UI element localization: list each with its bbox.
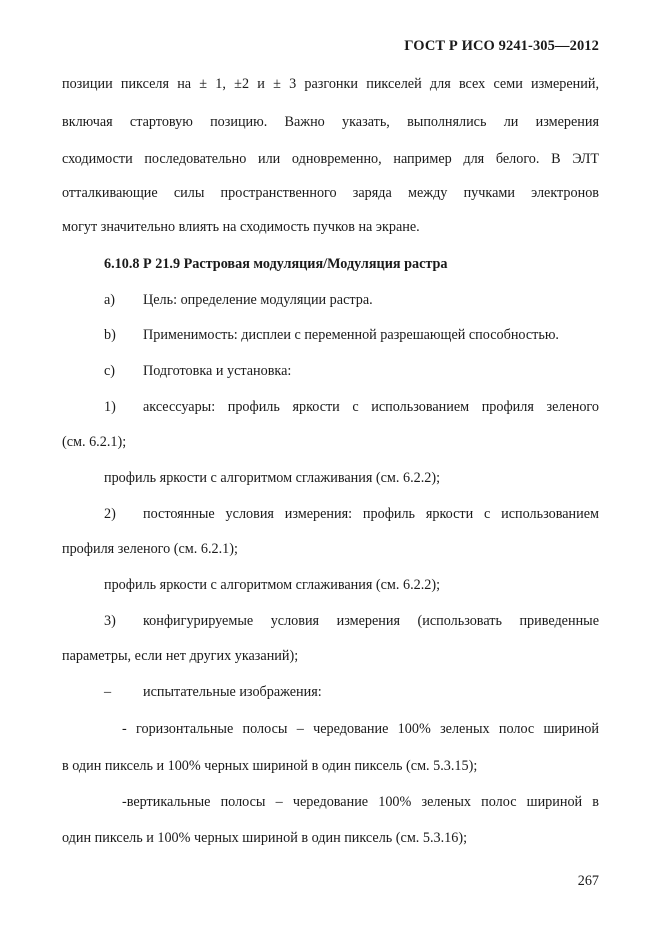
list-label: b): [104, 327, 116, 343]
list-label: 1): [104, 399, 116, 415]
page-number: 267: [577, 873, 599, 889]
list-item-continuation: параметры, если нет других указаний);: [62, 648, 299, 664]
list-item-continuation: профиля зеленого (см. 6.2.1);: [62, 541, 238, 557]
list-item-text: постоянные условия измерения: профиль яркости с использованием: [143, 506, 599, 522]
bullet-line: в один пиксель и 100% черных шириной в один пиксель (см. 5.3.15);: [62, 758, 478, 774]
section-heading: 6.10.8 Р 21.9 Растровая модуляция/Модуляция растра: [104, 256, 448, 272]
list-label: 2): [104, 506, 116, 522]
list-item-continuation: (см. 6.2.1);: [62, 434, 127, 450]
dash-label: –: [104, 684, 112, 700]
paragraph-line: могут значительно влиять на сходимость пучков на экране.: [62, 219, 420, 235]
list-item-text: испытательные изображения:: [143, 684, 322, 700]
list-item-text: Подготовка и установка:: [143, 363, 292, 379]
list-label: a): [104, 292, 116, 308]
bullet-line: - горизонтальные полосы – чередование 100% зеленых полос шириной: [122, 721, 599, 737]
list-item-text: аксессуары: профиль яркости с использованием профиля зеленого: [143, 399, 599, 415]
bullet-line: один пиксель и 100% черных шириной в один пиксель (см. 5.3.16);: [62, 830, 468, 846]
list-label: 3): [104, 613, 116, 629]
paragraph-line: позиции пикселя на ± 1, ±2 и ± 3 разгонки пикселей для всех семи измерений,: [62, 76, 599, 92]
paragraph-line: отталкивающие силы пространственного заряда между пучками электронов: [62, 185, 599, 201]
document-header: ГОСТ Р ИСО 9241-305—2012: [404, 38, 599, 54]
list-item-text: Применимость: дисплеи с переменной разрешающей способностью.: [143, 327, 559, 343]
list-sub-text: профиль яркости с алгоритмом сглаживания (см. 6.2.2);: [104, 470, 441, 486]
paragraph-line: включая стартовую позицию. Важно указать, выполнялись ли измерения: [62, 114, 599, 130]
list-item-text: Цель: определение модуляции растра.: [143, 292, 373, 308]
paragraph-line: сходимости последовательно или одновременно, например для белого. В ЭЛТ: [62, 151, 599, 167]
list-sub-text: профиль яркости с алгоритмом сглаживания (см. 6.2.2);: [104, 577, 441, 593]
list-label: c): [104, 363, 116, 379]
bullet-line: -вертикальные полосы – чередование 100% зеленых полос шириной в: [122, 794, 599, 810]
list-item-text: конфигурируемые условия измерения (использовать приведенные: [143, 613, 599, 629]
